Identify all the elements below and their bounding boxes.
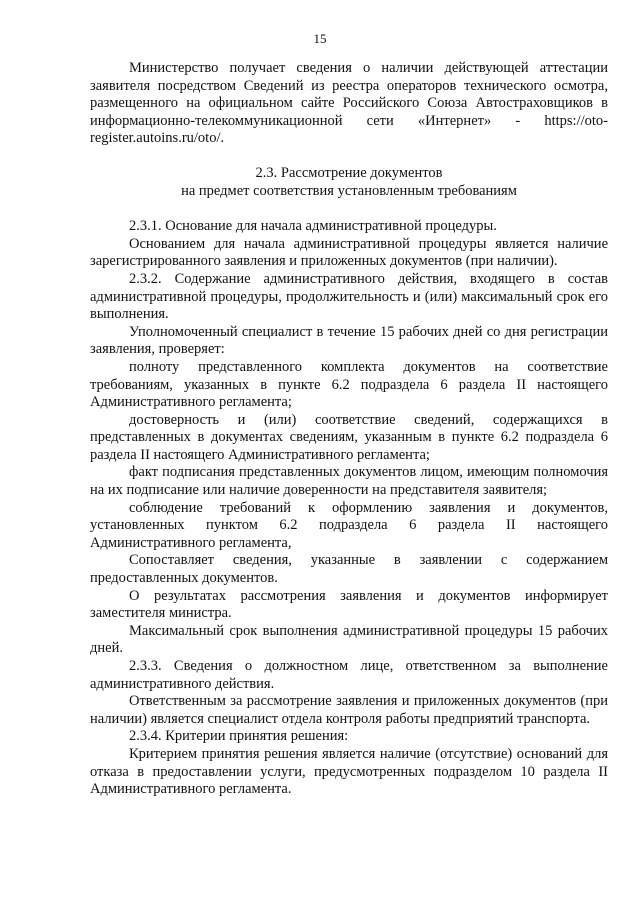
paragraph-2-3-2: 2.3.2. Содержание административного действия, входящего в состав административной процедуры, продолжительность и (или) максимальный срок его выполнения. bbox=[90, 270, 608, 323]
page-number: 15 bbox=[313, 31, 327, 46]
paragraph: соблюдение требований к оформлению заявления и документов, установленных пунктом 6.2 подраздела 6 раздела II настоящего Административного регламента, bbox=[90, 499, 608, 551]
paragraph: полноту представленного комплекта документов на соответствие требованиям, указанных в пункте 6.2 подраздела 6 раздела II настоящего Административного регламента; bbox=[90, 358, 608, 411]
intro-paragraph: Министерство получает сведения о наличии действующей аттестации заявителя посредством Сведений из реестра операторов технического осмотра, размещенного на официальном сайте Российского Союза Автостраховщиков в информационно-телекоммуникационной сети «Интернет» - https://oto-register.autoins.ru/oto/. bbox=[90, 60, 608, 147]
paragraph: достоверность и (или) соответствие сведений, содержащихся в представленных в документах сведениям, указанным в пункте 6.2 подраздела 6 раздела II настоящего Административного регламента; bbox=[90, 411, 608, 463]
paragraph-2-3-4: 2.3.4. Критерии принятия решения: bbox=[129, 728, 349, 745]
paragraph-2-3-3: 2.3.3. Сведения о должностном лице, ответственном за выполнение административного действия. bbox=[90, 658, 608, 692]
document-body bbox=[90, 60, 608, 799]
section-heading-line-2: на предмет соответствия установленным требованиям bbox=[181, 182, 517, 199]
paragraph: Максимальный срок выполнения административной процедуры 15 рабочих дней. bbox=[90, 622, 608, 657]
section-heading bbox=[90, 165, 608, 200]
paragraph-2-3-1: 2.3.1. Основание для начала административной процедуры. bbox=[129, 218, 497, 235]
paragraph: Ответственным за рассмотрение заявления и приложенных документов (при наличии) является специалист отдела контроля работы предприятий транспорта. bbox=[90, 693, 608, 727]
paragraph: Уполномоченный специалист в течение 15 рабочих дней со дня регистрации заявления, проверяет: bbox=[90, 323, 608, 358]
paragraph: Критерием принятия решения является наличие (отсутствие) оснований для отказа в предоставлении услуги, предусмотренных подразделом 10 раздела II Административного регламента. bbox=[90, 745, 608, 798]
paragraph: Сопоставляет сведения, указанные в заявлении с содержанием предоставленных документов. bbox=[90, 552, 608, 587]
paragraph: факт подписания представленных документов лицом, имеющим полномочия на их подписание или наличие доверенности на представителя заявителя; bbox=[90, 464, 608, 499]
paragraph: О результатах рассмотрения заявления и документов информирует заместителя министра. bbox=[90, 587, 608, 622]
section-heading-line-1: 2.3. Рассмотрение документов bbox=[255, 164, 443, 181]
paragraph: Основанием для начала административной процедуры является наличие зарегистрированного заявления и приложенных документов (при наличии). bbox=[90, 235, 608, 270]
